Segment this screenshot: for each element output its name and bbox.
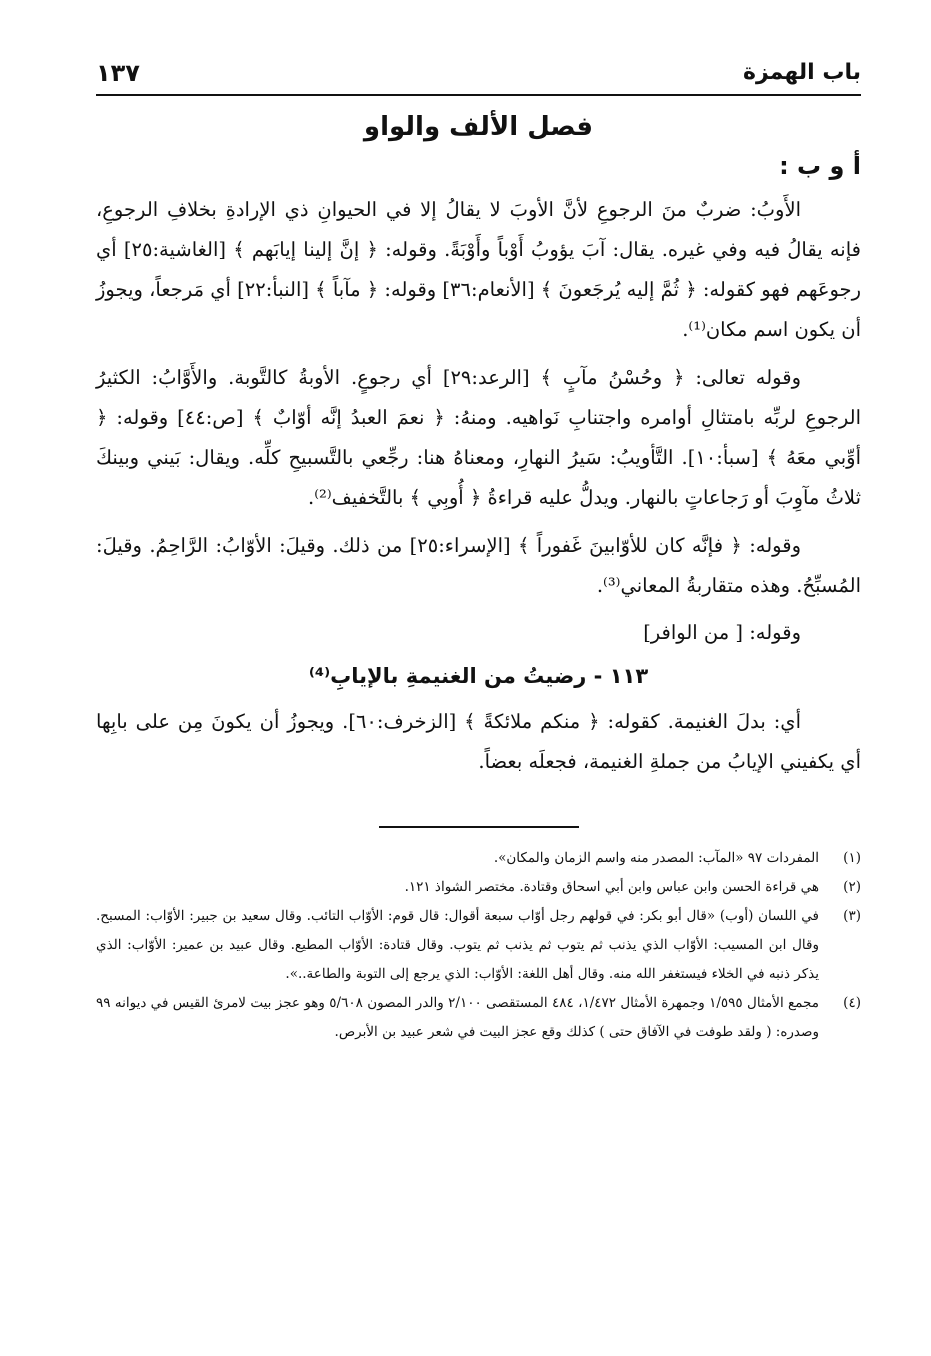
paragraph-1: الأَوبُ: ضربٌ منَ الرجوعِ لأنَّ الأوبَ لا يقالُ إلا في الحيوانِ ذي الإرادةِ بخلافِ الرجوعِ، فإنه يقالُ فيه وفي غيره. يقال: آبَ يؤوبُ أَوْباً وأَوْبَةً. وقوله: ﴿ إنَّ إلينا إيابَهم ﴾ [الغاشية:٢٥] أي رجوعَهم فهو كقوله: ﴿ ثُمَّ إليه يُرجَعونَ ﴾ [الأنعام:٣٦] وقوله: ﴿ مآباً ﴾ [النبأ:٢٢] أي مَرجعاً، ويجوزُ أن يكون اسم مكان⁽¹⁾. xyxy=(96,198,861,341)
footnote-2 xyxy=(96,873,861,902)
paragraph-3: وقوله: ﴿ فإنَّه كان للأوّابينَ غَفوراً ﴾ [الإسراء:٢٥] من ذلك. وقيلَ: الأوّابُ: الرَّاحِمُ. وقيلَ: المُسبِّحُ. وهذه متقاربةُ المعاني⁽³⁾. xyxy=(96,534,861,597)
root-entry-heading: أ و ب : xyxy=(779,152,861,180)
chapter-title: باب الهمزة xyxy=(742,60,861,85)
footnote-1 xyxy=(96,844,861,873)
closing-paragraph: أي: بدلَ الغنيمة. كقوله: ﴿ منكم ملائكةً ﴾ [الزخرف:٦٠]. ويجوزُ أن يكونَ مِن على بابِها أي يكفيني الإيابُ من جملةِ الغنيمة، فجعلَه بعضاً. xyxy=(96,710,861,773)
paragraph-2: وقوله تعالى: ﴿ وحُسْنُ مآبٍ ﴾ [الرعد:٢٩] أي رجوعٍ. الأوبةُ كالتَّوبة. والأَوَّابُ: الكثيرُ الرجوعِ لربِّه بامتثالِ أوامره واجتنابِ نَواهيه. ومنهُ: ﴿ نعمَ العبدُ إنَّه أوّابٌ ﴾ [ص:٤٤] وقوله: ﴿ أوِّبي معَهُ ﴾ [سبأ:١٠]. التَّأويبُ: سَيرُ النهارِ، ومعناهُ هنا: رجِّعي بالتَّسبيحِ كلِّه. ويقال: بَيني وبينكَ ثلاثُ مآوِبَ أو رَجاعاتٍ بالنهار. ويدلُّ عليه قراءةُ ﴿ أُوبِي ﴾ بالتَّخفيف⁽²⁾. xyxy=(96,366,862,509)
book-page xyxy=(96,58,861,1336)
footnotes xyxy=(96,844,861,1047)
running-header xyxy=(96,58,861,96)
meter-note: وقوله: [ من الوافر] xyxy=(643,621,801,644)
footnote-text: في اللسان (أوب) «قال أبو بكر: في قولهم رجل أوّاب سبعة أقوال: قال قوم: الأوّاب التائب. وقال سعيد بن جبير: الأوّاب: المسبح. وقال ابن المسيب: الأوّاب الذي يذنب ثم يتوب ثم يذنب ثم يتوب. وقال قتادة: الأوّاب المطيع. وقال عبيد بن عمير: الأوّاب: الذي يذكر ذنبه في الخلاء فيستغفر الله منه. وقال أهل اللغة: الأوّاب: الذي يرجع إلى التوبة والطاعة..». xyxy=(96,908,819,982)
footnote-number: (٤) xyxy=(843,995,861,1011)
verse-heading: ١١٣ - رضيتُ من الغنيمةِ بالإيابِ⁽⁴⁾ xyxy=(308,664,649,688)
footnote-number: (٣) xyxy=(843,908,861,924)
footnote-number: (٢) xyxy=(843,879,861,895)
footnote-text: مجمع الأمثال ١/٥٩٥ وجمهرة الأمثال ١/٤٧٢، ٤٨٤ المستقصى ٢/١٠٠ والدر المصون ٥/٦٠٨ وهو عجز بيت لامرئ القيس في ديوانه ٩٩ وصدره: ( ولقد طوفت في الآفاق حتى ) كذلك وقع عجز البيت في شعر عبيد بن الأبرص. xyxy=(96,995,819,1040)
footnote-text: هي قراءة الحسن وابن عباس وابن أبي اسحاق وقتادة. مختصر الشواذ ١٢١. xyxy=(404,879,819,895)
footnote-number: (١) xyxy=(843,850,861,866)
footnote-divider xyxy=(379,826,579,828)
page-number: ١٣٧ xyxy=(96,59,140,87)
footnote-text: المفردات ٩٧ «المآب: المصدر منه واسم الزمان والمكان». xyxy=(493,850,819,866)
footnote-3 xyxy=(96,902,861,989)
footnote-4 xyxy=(96,989,861,1047)
section-title: فصل الألف والواو xyxy=(363,112,594,142)
